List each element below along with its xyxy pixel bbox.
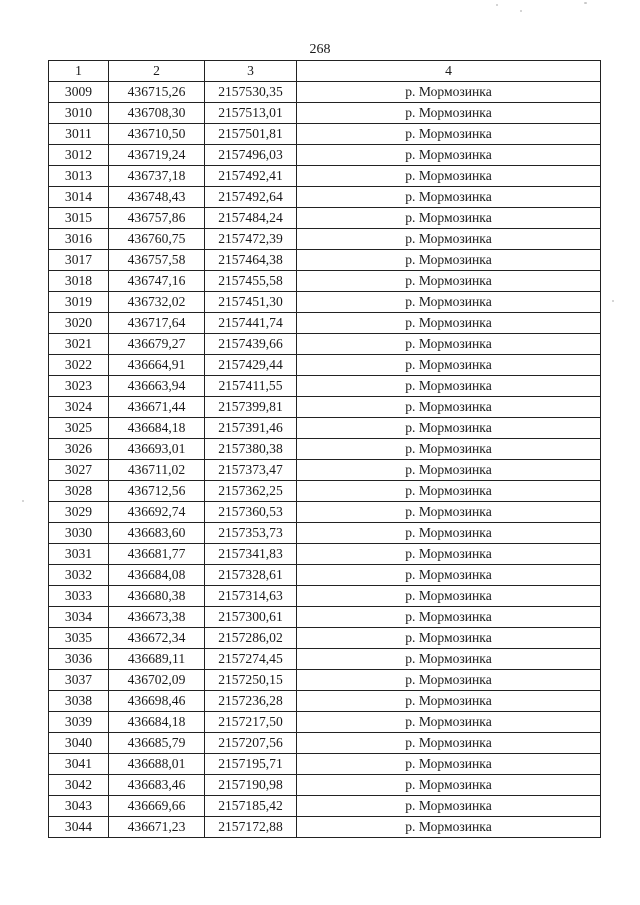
x-coordinate-cell: 436757,86 bbox=[109, 208, 205, 229]
y-coordinate-cell: 2157373,47 bbox=[205, 460, 297, 481]
x-coordinate-cell: 436681,77 bbox=[109, 544, 205, 565]
table-row bbox=[49, 292, 601, 313]
y-coordinate-cell: 2157236,28 bbox=[205, 691, 297, 712]
table-row bbox=[49, 565, 601, 586]
table-row bbox=[49, 376, 601, 397]
y-coordinate-cell: 2157217,50 bbox=[205, 712, 297, 733]
y-coordinate-cell: 2157492,41 bbox=[205, 166, 297, 187]
y-coordinate-cell: 2157380,38 bbox=[205, 439, 297, 460]
description-cell: р. Мормозинка bbox=[297, 103, 601, 124]
y-coordinate-cell: 2157195,71 bbox=[205, 754, 297, 775]
scan-speck bbox=[22, 500, 24, 502]
y-coordinate-cell: 2157314,63 bbox=[205, 586, 297, 607]
table-row bbox=[49, 460, 601, 481]
table-row bbox=[49, 313, 601, 334]
y-coordinate-cell: 2157328,61 bbox=[205, 565, 297, 586]
y-coordinate-cell: 2157439,66 bbox=[205, 334, 297, 355]
page-number: 268 bbox=[309, 42, 331, 57]
point-number-cell: 3019 bbox=[49, 292, 109, 313]
table-row bbox=[49, 754, 601, 775]
point-number-cell: 3031 bbox=[49, 544, 109, 565]
y-coordinate-cell: 2157492,64 bbox=[205, 187, 297, 208]
point-number-cell: 3012 bbox=[49, 145, 109, 166]
x-coordinate-cell: 436708,30 bbox=[109, 103, 205, 124]
y-coordinate-cell: 2157411,55 bbox=[205, 376, 297, 397]
table-row bbox=[49, 649, 601, 670]
x-coordinate-cell: 436693,01 bbox=[109, 439, 205, 460]
x-coordinate-cell: 436672,34 bbox=[109, 628, 205, 649]
description-cell: р. Мормозинка bbox=[297, 481, 601, 502]
table-row bbox=[49, 817, 601, 838]
description-cell: р. Мормозинка bbox=[297, 775, 601, 796]
table-row bbox=[49, 481, 601, 502]
table-row bbox=[49, 355, 601, 376]
table-header-row bbox=[49, 61, 601, 82]
description-cell: р. Мормозинка bbox=[297, 376, 601, 397]
x-coordinate-cell: 436712,56 bbox=[109, 481, 205, 502]
x-coordinate-cell: 436679,27 bbox=[109, 334, 205, 355]
description-cell: р. Мормозинка bbox=[297, 565, 601, 586]
x-coordinate-cell: 436673,38 bbox=[109, 607, 205, 628]
scan-speck bbox=[520, 10, 522, 12]
description-cell: р. Мормозинка bbox=[297, 397, 601, 418]
table-row bbox=[49, 523, 601, 544]
description-cell: р. Мормозинка bbox=[297, 712, 601, 733]
description-cell: р. Мормозинка bbox=[297, 334, 601, 355]
scan-speck bbox=[612, 300, 614, 302]
point-number-cell: 3017 bbox=[49, 250, 109, 271]
y-coordinate-cell: 2157250,15 bbox=[205, 670, 297, 691]
description-cell: р. Мормозинка bbox=[297, 586, 601, 607]
point-number-cell: 3011 bbox=[49, 124, 109, 145]
point-number-cell: 3035 bbox=[49, 628, 109, 649]
table-row bbox=[49, 628, 601, 649]
description-cell: р. Мормозинка bbox=[297, 670, 601, 691]
x-coordinate-cell: 436715,26 bbox=[109, 82, 205, 103]
description-cell: р. Мормозинка bbox=[297, 691, 601, 712]
y-coordinate-cell: 2157429,44 bbox=[205, 355, 297, 376]
description-cell: р. Мормозинка bbox=[297, 313, 601, 334]
description-cell: р. Мормозинка bbox=[297, 292, 601, 313]
y-coordinate-cell: 2157300,61 bbox=[205, 607, 297, 628]
x-coordinate-cell: 436719,24 bbox=[109, 145, 205, 166]
point-number-cell: 3032 bbox=[49, 565, 109, 586]
x-coordinate-cell: 436664,91 bbox=[109, 355, 205, 376]
table-row bbox=[49, 586, 601, 607]
table-row bbox=[49, 502, 601, 523]
point-number-cell: 3038 bbox=[49, 691, 109, 712]
x-coordinate-cell: 436685,79 bbox=[109, 733, 205, 754]
x-coordinate-cell: 436698,46 bbox=[109, 691, 205, 712]
table-row bbox=[49, 712, 601, 733]
y-coordinate-cell: 2157472,39 bbox=[205, 229, 297, 250]
table-row bbox=[49, 691, 601, 712]
point-number-cell: 3041 bbox=[49, 754, 109, 775]
description-cell: р. Мормозинка bbox=[297, 544, 601, 565]
x-coordinate-cell: 436689,11 bbox=[109, 649, 205, 670]
description-cell: р. Мормозинка bbox=[297, 628, 601, 649]
point-number-cell: 3018 bbox=[49, 271, 109, 292]
x-coordinate-cell: 436702,09 bbox=[109, 670, 205, 691]
point-number-cell: 3036 bbox=[49, 649, 109, 670]
point-number-cell: 3013 bbox=[49, 166, 109, 187]
y-coordinate-cell: 2157207,56 bbox=[205, 733, 297, 754]
y-coordinate-cell: 2157274,45 bbox=[205, 649, 297, 670]
x-coordinate-cell: 436692,74 bbox=[109, 502, 205, 523]
description-cell: р. Мормозинка bbox=[297, 523, 601, 544]
point-number-cell: 3024 bbox=[49, 397, 109, 418]
scan-speck bbox=[496, 4, 498, 6]
x-coordinate-cell: 436711,02 bbox=[109, 460, 205, 481]
description-cell: р. Мормозинка bbox=[297, 145, 601, 166]
description-cell: р. Мормозинка bbox=[297, 208, 601, 229]
point-number-cell: 3033 bbox=[49, 586, 109, 607]
column-header: 1 bbox=[49, 61, 109, 82]
y-coordinate-cell: 2157530,35 bbox=[205, 82, 297, 103]
point-number-cell: 3030 bbox=[49, 523, 109, 544]
table-row bbox=[49, 187, 601, 208]
table-row bbox=[49, 124, 601, 145]
point-number-cell: 3042 bbox=[49, 775, 109, 796]
coordinates-table bbox=[48, 60, 601, 838]
description-cell: р. Мормозинка bbox=[297, 166, 601, 187]
x-coordinate-cell: 436737,18 bbox=[109, 166, 205, 187]
description-cell: р. Мормозинка bbox=[297, 460, 601, 481]
table-row bbox=[49, 103, 601, 124]
point-number-cell: 3014 bbox=[49, 187, 109, 208]
table-row bbox=[49, 775, 601, 796]
point-number-cell: 3043 bbox=[49, 796, 109, 817]
x-coordinate-cell: 436669,66 bbox=[109, 796, 205, 817]
point-number-cell: 3039 bbox=[49, 712, 109, 733]
point-number-cell: 3037 bbox=[49, 670, 109, 691]
description-cell: р. Мормозинка bbox=[297, 607, 601, 628]
y-coordinate-cell: 2157399,81 bbox=[205, 397, 297, 418]
y-coordinate-cell: 2157484,24 bbox=[205, 208, 297, 229]
description-cell: р. Мормозинка bbox=[297, 439, 601, 460]
y-coordinate-cell: 2157464,38 bbox=[205, 250, 297, 271]
table-row bbox=[49, 544, 601, 565]
point-number-cell: 3015 bbox=[49, 208, 109, 229]
x-coordinate-cell: 436684,18 bbox=[109, 418, 205, 439]
x-coordinate-cell: 436671,44 bbox=[109, 397, 205, 418]
x-coordinate-cell: 436757,58 bbox=[109, 250, 205, 271]
point-number-cell: 3010 bbox=[49, 103, 109, 124]
table-row bbox=[49, 733, 601, 754]
x-coordinate-cell: 436747,16 bbox=[109, 271, 205, 292]
point-number-cell: 3016 bbox=[49, 229, 109, 250]
x-coordinate-cell: 436680,38 bbox=[109, 586, 205, 607]
x-coordinate-cell: 436684,18 bbox=[109, 712, 205, 733]
x-coordinate-cell: 436683,46 bbox=[109, 775, 205, 796]
point-number-cell: 3021 bbox=[49, 334, 109, 355]
point-number-cell: 3044 bbox=[49, 817, 109, 838]
table-row bbox=[49, 208, 601, 229]
description-cell: р. Мормозинка bbox=[297, 649, 601, 670]
point-number-cell: 3040 bbox=[49, 733, 109, 754]
point-number-cell: 3020 bbox=[49, 313, 109, 334]
description-cell: р. Мормозинка bbox=[297, 355, 601, 376]
description-cell: р. Мормозинка bbox=[297, 796, 601, 817]
column-header: 4 bbox=[297, 61, 601, 82]
point-number-cell: 3029 bbox=[49, 502, 109, 523]
point-number-cell: 3022 bbox=[49, 355, 109, 376]
point-number-cell: 3026 bbox=[49, 439, 109, 460]
point-number-cell: 3025 bbox=[49, 418, 109, 439]
y-coordinate-cell: 2157190,98 bbox=[205, 775, 297, 796]
point-number-cell: 3009 bbox=[49, 82, 109, 103]
x-coordinate-cell: 436732,02 bbox=[109, 292, 205, 313]
description-cell: р. Мормозинка bbox=[297, 754, 601, 775]
description-cell: р. Мормозинка bbox=[297, 82, 601, 103]
y-coordinate-cell: 2157360,53 bbox=[205, 502, 297, 523]
table-row bbox=[49, 229, 601, 250]
x-coordinate-cell: 436717,64 bbox=[109, 313, 205, 334]
description-cell: р. Мормозинка bbox=[297, 271, 601, 292]
description-cell: р. Мормозинка bbox=[297, 817, 601, 838]
point-number-cell: 3028 bbox=[49, 481, 109, 502]
column-header: 2 bbox=[109, 61, 205, 82]
table-row bbox=[49, 397, 601, 418]
y-coordinate-cell: 2157441,74 bbox=[205, 313, 297, 334]
x-coordinate-cell: 436684,08 bbox=[109, 565, 205, 586]
x-coordinate-cell: 436710,50 bbox=[109, 124, 205, 145]
description-cell: р. Мормозинка bbox=[297, 418, 601, 439]
table-row bbox=[49, 418, 601, 439]
table-row bbox=[49, 796, 601, 817]
y-coordinate-cell: 2157286,02 bbox=[205, 628, 297, 649]
y-coordinate-cell: 2157496,03 bbox=[205, 145, 297, 166]
table-row bbox=[49, 250, 601, 271]
y-coordinate-cell: 2157451,30 bbox=[205, 292, 297, 313]
y-coordinate-cell: 2157185,42 bbox=[205, 796, 297, 817]
description-cell: р. Мормозинка bbox=[297, 229, 601, 250]
y-coordinate-cell: 2157362,25 bbox=[205, 481, 297, 502]
column-header: 3 bbox=[205, 61, 297, 82]
table-row bbox=[49, 334, 601, 355]
point-number-cell: 3027 bbox=[49, 460, 109, 481]
scan-speck bbox=[584, 2, 587, 4]
table-row bbox=[49, 439, 601, 460]
y-coordinate-cell: 2157353,73 bbox=[205, 523, 297, 544]
table-row bbox=[49, 82, 601, 103]
table-row bbox=[49, 145, 601, 166]
table-body bbox=[49, 82, 601, 838]
description-cell: р. Мормозинка bbox=[297, 124, 601, 145]
x-coordinate-cell: 436683,60 bbox=[109, 523, 205, 544]
description-cell: р. Мормозинка bbox=[297, 187, 601, 208]
x-coordinate-cell: 436748,43 bbox=[109, 187, 205, 208]
x-coordinate-cell: 436663,94 bbox=[109, 376, 205, 397]
table-row bbox=[49, 166, 601, 187]
y-coordinate-cell: 2157513,01 bbox=[205, 103, 297, 124]
description-cell: р. Мормозинка bbox=[297, 250, 601, 271]
y-coordinate-cell: 2157341,83 bbox=[205, 544, 297, 565]
description-cell: р. Мормозинка bbox=[297, 733, 601, 754]
y-coordinate-cell: 2157501,81 bbox=[205, 124, 297, 145]
y-coordinate-cell: 2157391,46 bbox=[205, 418, 297, 439]
description-cell: р. Мормозинка bbox=[297, 502, 601, 523]
point-number-cell: 3023 bbox=[49, 376, 109, 397]
x-coordinate-cell: 436671,23 bbox=[109, 817, 205, 838]
table-row bbox=[49, 607, 601, 628]
table-row bbox=[49, 271, 601, 292]
y-coordinate-cell: 2157455,58 bbox=[205, 271, 297, 292]
point-number-cell: 3034 bbox=[49, 607, 109, 628]
y-coordinate-cell: 2157172,88 bbox=[205, 817, 297, 838]
x-coordinate-cell: 436760,75 bbox=[109, 229, 205, 250]
table-row bbox=[49, 670, 601, 691]
x-coordinate-cell: 436688,01 bbox=[109, 754, 205, 775]
